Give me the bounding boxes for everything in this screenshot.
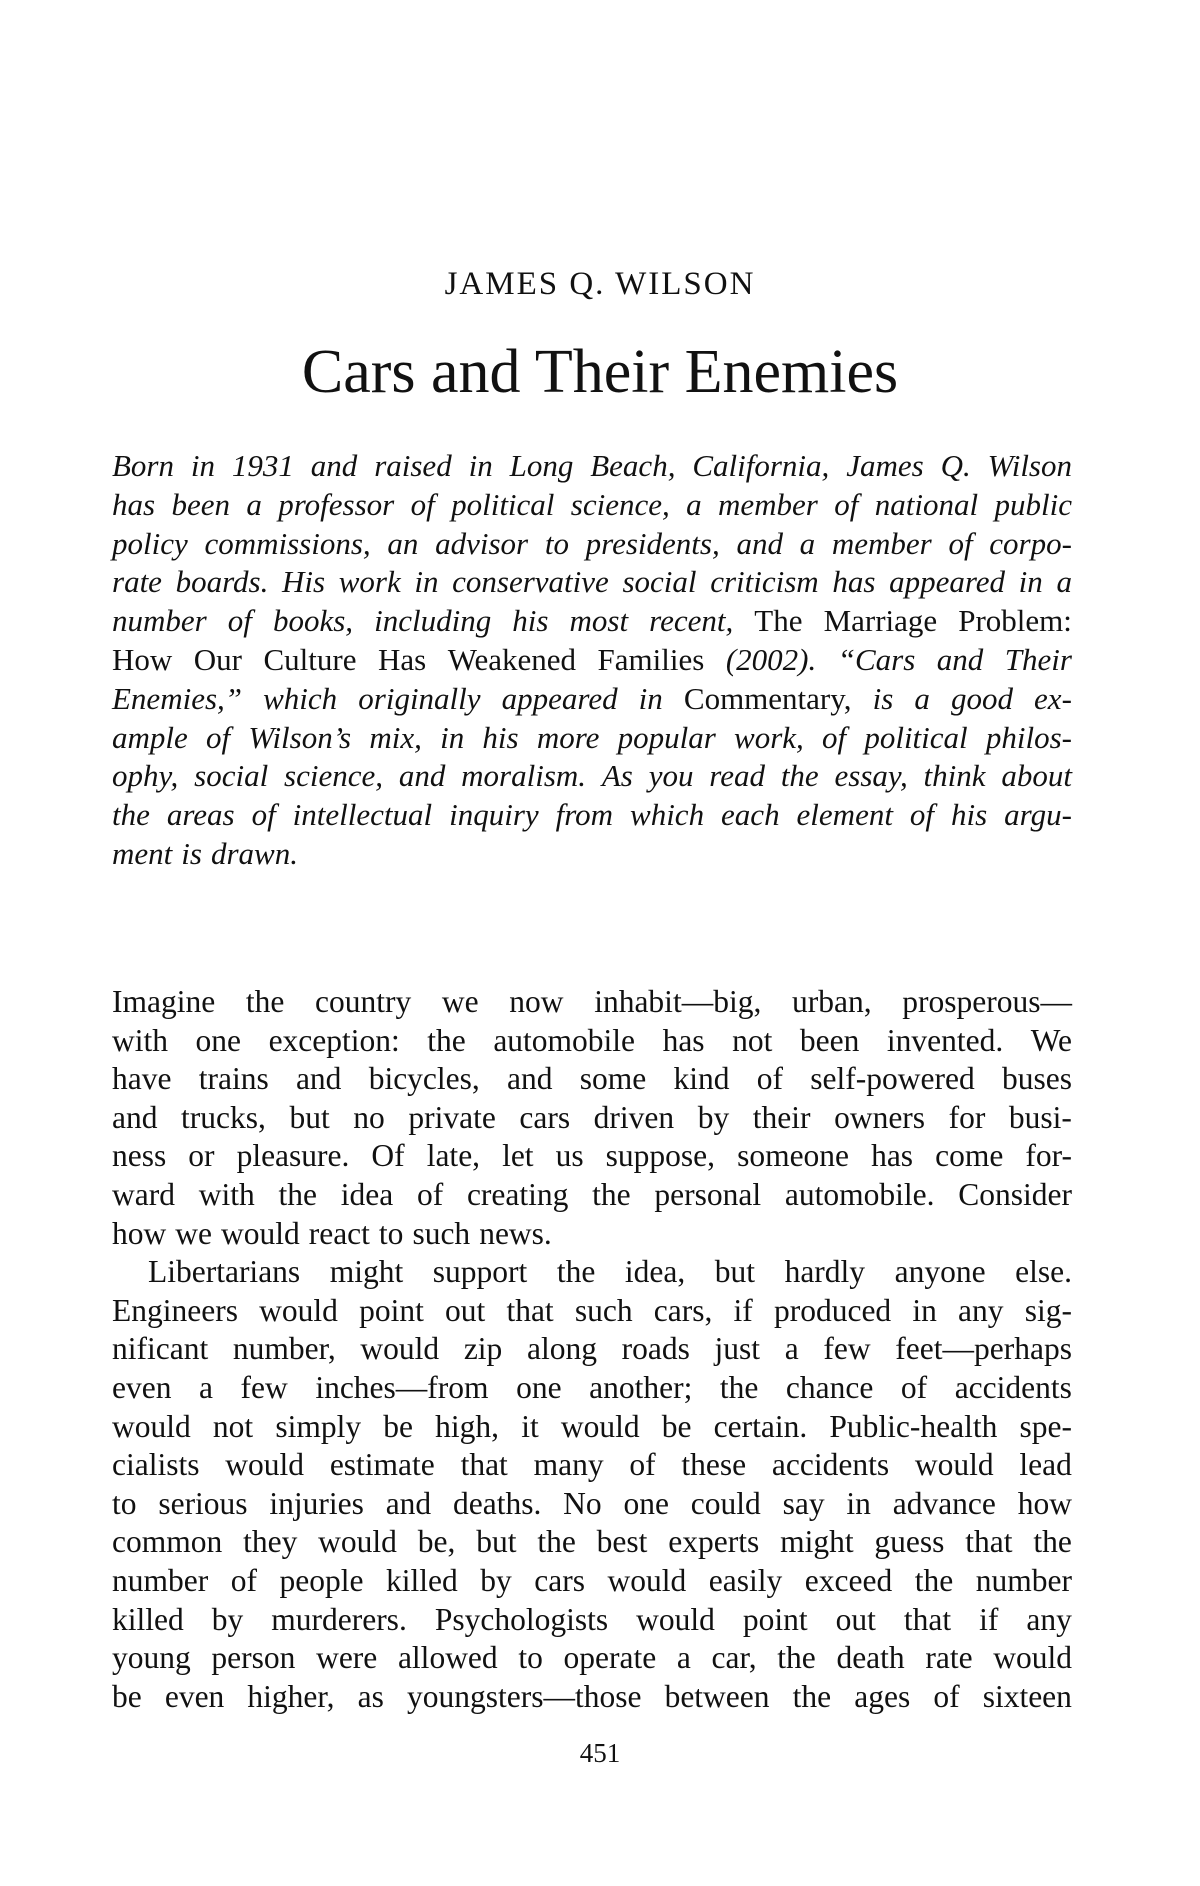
intro-word: California,	[692, 448, 830, 483]
intro-word: his	[512, 603, 549, 639]
intro-word: policy	[112, 525, 188, 561]
intro-word: (2002).	[725, 641, 817, 677]
intro-word: which	[263, 680, 338, 716]
intro-word: professor	[278, 486, 395, 522]
intro-word: philos-	[985, 719, 1072, 755]
body-line: nificant number, would zip along roads just a few feet—perhaps	[112, 1331, 1072, 1367]
body-line: to serious injuries and deaths. No one could say in advance how	[112, 1485, 1072, 1521]
body-line: young person were allowed to operate a car, the death rate would	[112, 1640, 1072, 1676]
intro-word: has	[832, 564, 876, 600]
intro-word: corpo-	[989, 525, 1072, 561]
intro-word: Has	[378, 641, 427, 677]
intro-word: Commentary,	[683, 680, 852, 716]
intro-word: his	[951, 797, 988, 833]
intro-word: in	[638, 680, 663, 716]
intro-word: political	[451, 486, 555, 522]
intro-line	[112, 796, 1072, 835]
intro-word: and	[398, 758, 446, 794]
intro-word: an	[387, 525, 419, 561]
intro-word: in	[190, 448, 216, 483]
intro-word: his	[482, 719, 519, 755]
intro-word: you	[648, 758, 694, 794]
intro-word: read	[709, 758, 765, 794]
intro-word: of	[834, 486, 859, 522]
intro-line	[112, 835, 1072, 874]
body-line: Imagine the country we now inhabit—big, urban, prosperous—	[112, 984, 1072, 1019]
intro-word: ophy,	[112, 758, 179, 794]
intro-word: inquiry	[449, 797, 539, 833]
intro-word: argu-	[1004, 797, 1072, 833]
body-line: how we would react to such news.	[112, 1215, 552, 1251]
intro-word: a	[246, 486, 262, 522]
intro-word: Q.	[940, 448, 971, 483]
intro-line	[112, 757, 1072, 796]
body-line: be even higher, as youngsters—those between the ages of sixteen	[112, 1678, 1072, 1714]
intro-word: is	[181, 835, 202, 871]
intro-word: a	[799, 525, 816, 561]
intro-word: James	[846, 448, 924, 483]
intro-word: conservative	[452, 564, 609, 600]
intro-word: the	[112, 797, 150, 833]
intro-word: good	[950, 680, 1013, 716]
intro-word: ample	[112, 719, 188, 755]
intro-line	[112, 563, 1072, 602]
intro-word: ex-	[1034, 680, 1072, 716]
intro-word: Wilson’s	[248, 719, 352, 755]
intro-word: political	[864, 719, 968, 755]
intro-line	[112, 641, 1072, 680]
intro-word: in	[414, 564, 439, 600]
intro-line	[112, 525, 1072, 564]
intro-word: a	[1056, 564, 1072, 600]
body-line: with one exception: the automobile has not been invented. We	[112, 1022, 1072, 1058]
intro-word: of	[205, 719, 231, 755]
intro-word: is	[872, 680, 894, 716]
intro-word: intellectual	[292, 797, 433, 833]
intro-word: The	[754, 603, 803, 639]
intro-word: member	[718, 486, 818, 522]
intro-word: boards.	[175, 564, 269, 600]
intro-word: and	[936, 641, 984, 677]
intro-word: criticism	[710, 564, 819, 600]
essay-body	[112, 983, 1072, 1716]
body-line: common they would be, but the best experts might guess that the	[112, 1524, 1072, 1560]
intro-word: has	[112, 486, 156, 522]
intro-word: Beach,	[590, 448, 676, 483]
intro-word: about	[1001, 758, 1072, 794]
intro-word: science,	[570, 486, 670, 522]
intro-word: the	[780, 758, 819, 794]
intro-word: appeared	[889, 564, 1006, 600]
intro-word: to	[544, 525, 569, 561]
intro-word: essay,	[834, 758, 908, 794]
intro-word: recent,	[649, 603, 734, 639]
intro-word: and	[310, 448, 358, 483]
intro-word: in	[440, 719, 465, 755]
intro-word: number	[112, 603, 207, 639]
body-line: cialists would estimate that many of these accidents would lead	[112, 1447, 1072, 1483]
intro-word: member	[831, 525, 932, 561]
intro-line	[112, 486, 1072, 525]
body-line: ness or pleasure. Of late, let us suppose, someone has come for-	[112, 1138, 1072, 1174]
intro-word: of	[909, 797, 935, 833]
intro-word: ment	[112, 835, 173, 871]
intro-line	[112, 447, 1072, 486]
body-line: Engineers would point out that such cars, if produced in any sig-	[112, 1292, 1072, 1328]
body-line: and trucks, but no private cars driven by their owners for busi-	[112, 1099, 1072, 1135]
intro-word: a	[686, 486, 702, 522]
intro-word: from	[555, 797, 614, 833]
intro-word: books,	[272, 603, 354, 639]
intro-word: raised	[374, 448, 452, 483]
intro-word: more	[536, 719, 600, 755]
intro-word: Problem:	[958, 603, 1072, 639]
intro-word: think	[923, 758, 986, 794]
intro-word: in	[468, 448, 493, 483]
intro-word: rate	[112, 564, 162, 600]
author-name: JAMES Q. WILSON	[444, 266, 756, 302]
intro-word: areas	[166, 797, 235, 833]
intro-word: 1931	[231, 448, 294, 483]
intro-word: work	[338, 564, 401, 600]
intro-word: public	[994, 486, 1072, 522]
intro-word: popular	[617, 719, 716, 755]
intro-word: most	[569, 603, 629, 639]
intro-word: work,	[734, 719, 804, 755]
intro-word: appeared	[501, 680, 618, 716]
intro-word: including	[374, 603, 492, 639]
intro-word: of	[821, 719, 847, 755]
intro-word: Long	[509, 448, 574, 483]
intro-word: presidents,	[585, 525, 720, 561]
body-line: ward with the idea of creating the personal automobile. Consider	[112, 1176, 1072, 1212]
intro-word: social	[622, 564, 697, 600]
author-introduction	[112, 447, 1072, 874]
intro-word: of	[410, 486, 435, 522]
intro-word: Wilson	[987, 448, 1072, 483]
body-line: killed by murderers. Psychologists would point out that if any	[112, 1601, 1072, 1637]
intro-line	[112, 602, 1072, 641]
intro-word: commissions,	[204, 525, 371, 561]
intro-word: Marriage	[823, 603, 938, 639]
intro-word: How	[112, 641, 173, 677]
intro-word: originally	[358, 680, 481, 716]
intro-word: of	[251, 797, 276, 833]
intro-word: of	[227, 603, 252, 639]
body-line: number of people killed by cars would easily exceed the number	[112, 1562, 1072, 1598]
intro-line	[112, 719, 1072, 758]
intro-word: moralism.	[461, 758, 587, 794]
intro-word: mix,	[369, 719, 422, 755]
intro-word: in	[1018, 564, 1043, 600]
intro-word: Weakened	[447, 641, 577, 677]
intro-word: and	[736, 525, 783, 561]
intro-word: As	[601, 758, 633, 794]
intro-word: advisor	[435, 525, 529, 561]
intro-word: His	[281, 564, 326, 600]
intro-word: Families	[597, 641, 705, 677]
intro-word: Enemies,”	[112, 680, 243, 716]
intro-word: of	[948, 525, 973, 561]
body-line: Libertarians might support the idea, but hardly anyone else.	[148, 1254, 1072, 1290]
intro-word: science,	[284, 758, 383, 794]
intro-word: social	[194, 758, 269, 794]
intro-word: Born	[112, 448, 174, 483]
intro-word: been	[171, 486, 230, 522]
body-line: have trains and bicycles, and some kind of self-powered buses	[112, 1061, 1072, 1097]
intro-word: drawn.	[210, 835, 298, 871]
body-line: would not simply be high, it would be certain. Public-health spe-	[112, 1408, 1072, 1444]
intro-word: each	[721, 797, 780, 833]
intro-word: element	[796, 797, 893, 833]
intro-word: Culture	[263, 641, 357, 677]
intro-word: a	[914, 680, 930, 716]
page-number: 451	[579, 1738, 621, 1768]
intro-word: Our	[193, 641, 242, 677]
intro-word: which	[630, 797, 705, 833]
intro-word: “Cars	[837, 641, 916, 677]
intro-line	[112, 680, 1072, 719]
body-line: even a few inches—from one another; the chance of accidents	[112, 1369, 1072, 1405]
intro-word: national	[874, 486, 979, 522]
intro-word: Their	[1004, 641, 1072, 677]
essay-title: Cars and Their Enemies	[301, 338, 899, 406]
